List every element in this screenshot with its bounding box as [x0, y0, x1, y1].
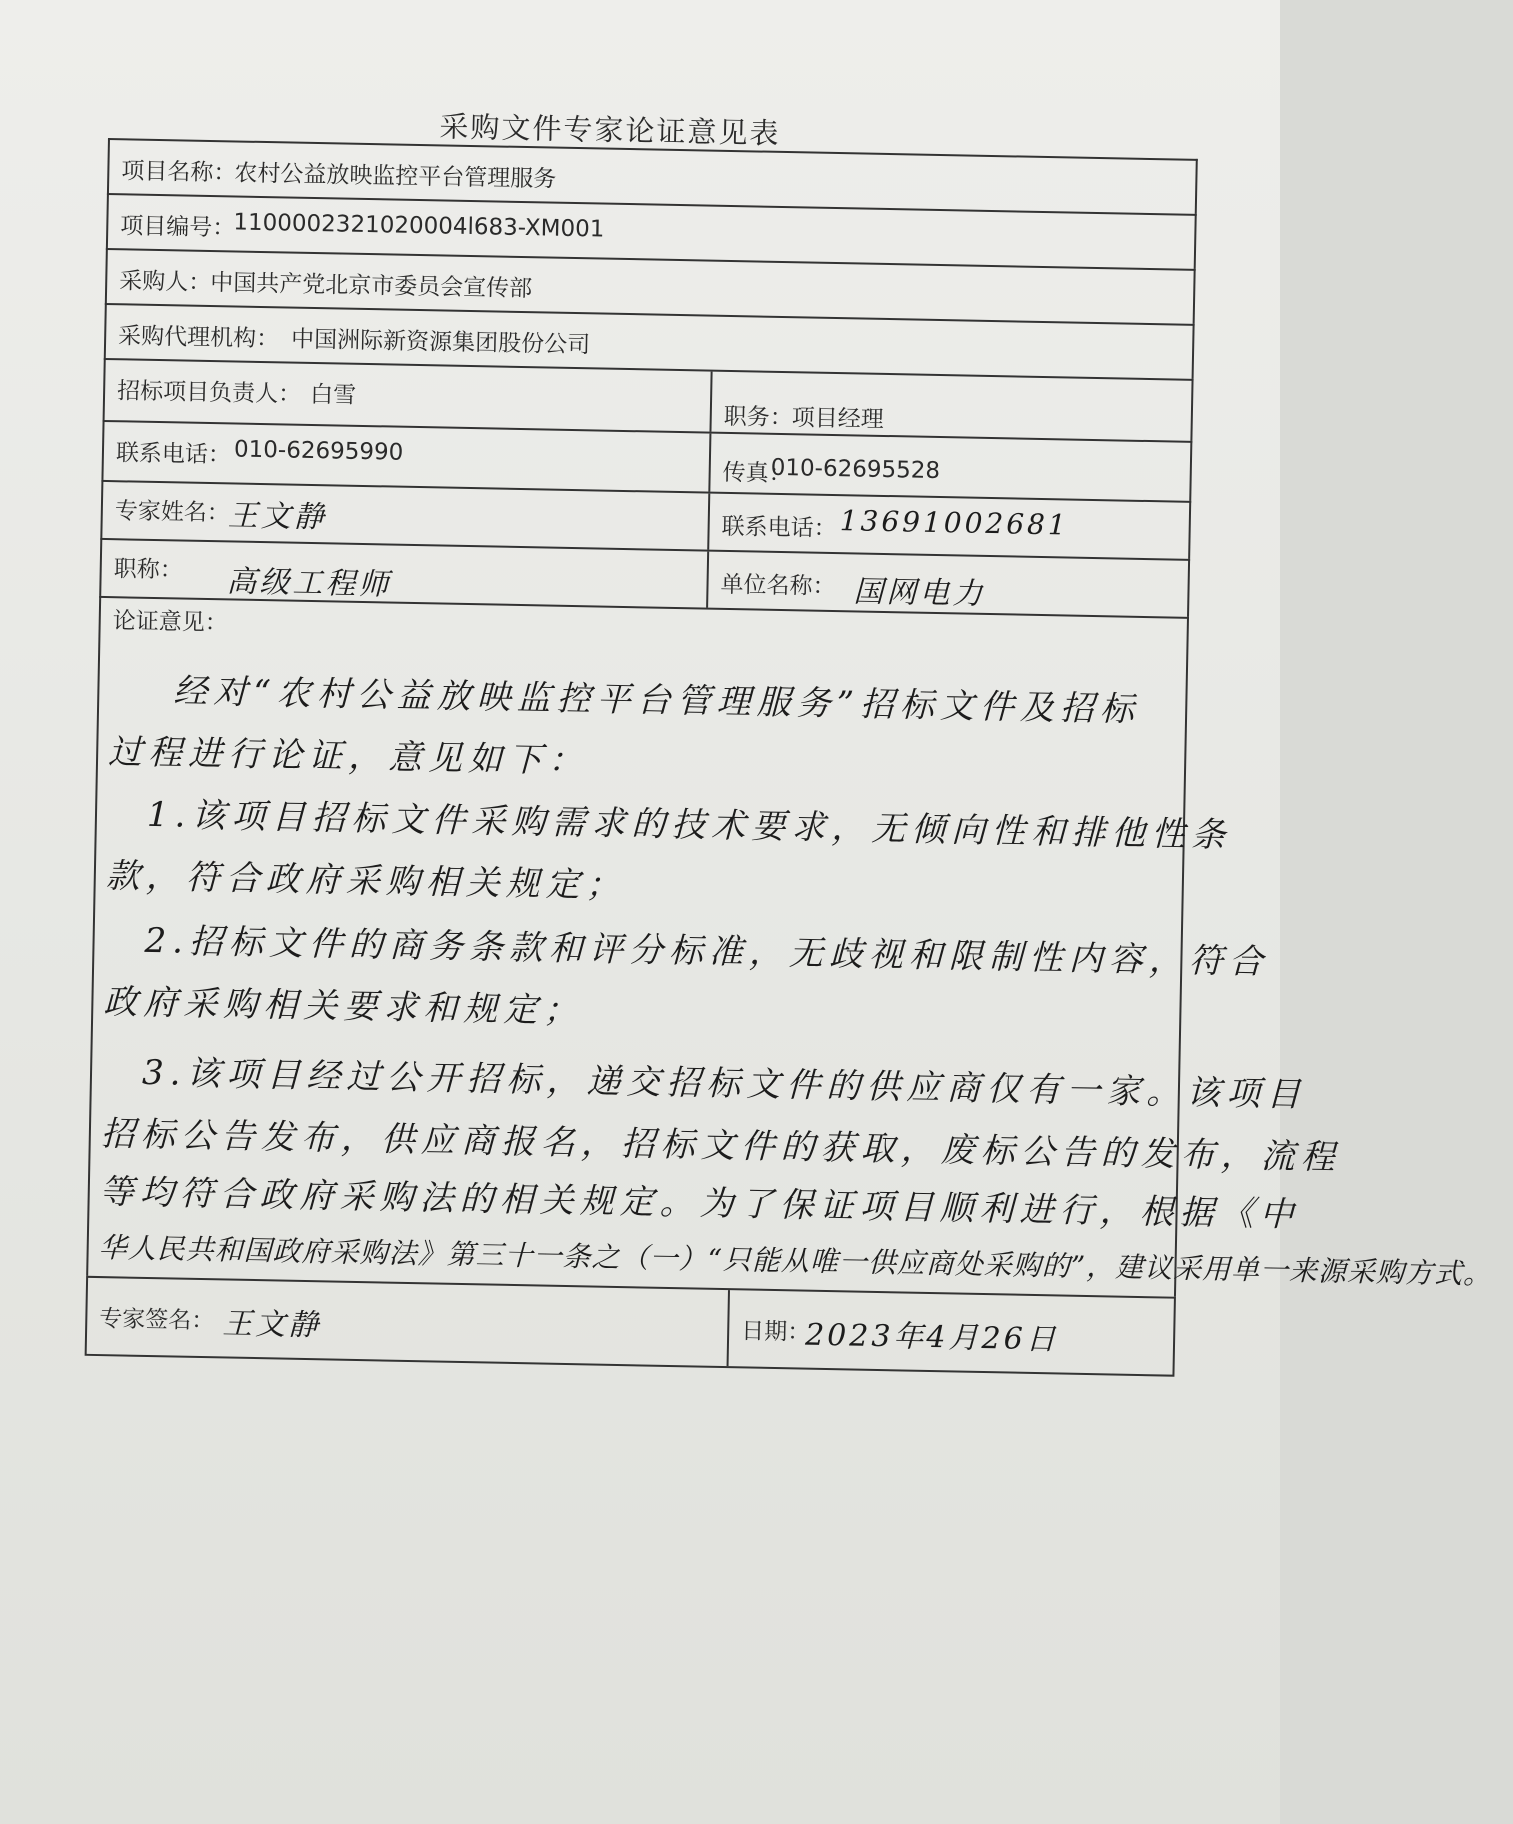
fax-label: 传真：: [722, 459, 792, 488]
opinion-line: 经对“农村公益放映监控平台管理服务”招标文件及招标: [173, 671, 1141, 730]
opinion-line: 过程进行论证，意见如下：: [107, 732, 589, 782]
opinion-line: 1.该项目招标文件采购需求的技术要求，无倾向性和排他性条: [146, 794, 1232, 856]
agency-label: 采购代理机构：: [117, 323, 280, 353]
manager-value: 白雪: [309, 381, 357, 409]
project-name-label: 项目名称：: [121, 158, 237, 187]
project-number-value: 1100002321020004l683-XM001: [233, 209, 605, 243]
date-cell: [727, 1290, 1174, 1375]
expert-unit-cell: [706, 552, 1188, 617]
project-number-label: 项目编号：: [120, 213, 236, 242]
signature-cell: [87, 1278, 728, 1366]
opinion-label: 论证意见：: [112, 608, 228, 637]
row-opinion: [86, 596, 1493, 1297]
expert-title-label: 职称：: [113, 556, 183, 584]
manager-label: 招标项目负责人：: [116, 378, 302, 408]
position-label: 职务：: [723, 403, 793, 432]
expert-opinion-form: [82, 138, 1493, 1531]
expert-signature: 王文静: [221, 1306, 322, 1344]
phone-value: 010-62695990: [233, 436, 404, 466]
position-cell: [709, 372, 1191, 441]
position-value: 项目经理: [791, 405, 884, 433]
expert-name-handwriting: 王文静: [227, 498, 328, 536]
phone-label: 联系电话：: [115, 440, 232, 469]
opinion-line: 款，符合政府采购相关规定；: [105, 856, 627, 907]
opinion-line: 招标公告发布，供应商报名，招标文件的获取，废标公告的发布，流程: [100, 1114, 1342, 1178]
fax-cell: [708, 434, 1190, 501]
project-name-value: 农村公益放映监控平台管理服务: [234, 160, 557, 193]
date-label: 日期：: [740, 1318, 811, 1346]
opinion-line: 政府采购相关要求和规定；: [103, 982, 584, 1032]
fax-value: 010-62695528: [770, 454, 941, 485]
expert-name-label: 专家姓名：: [114, 498, 231, 527]
expert-unit-handwriting: 国网电力: [853, 574, 986, 612]
opinion-line: 华人民共和国政府采购法》第三十一条之（一）“只能从唯一供应商处采购的”，建议采用单一来源采购方式。: [98, 1231, 1493, 1291]
expert-unit-label: 单位名称：: [720, 571, 836, 601]
expert-phone-handwriting: 13691002681: [839, 504, 1070, 542]
agency-value: 中国洲际新资源集团股份公司: [290, 326, 591, 359]
expert-phone-label: 联系电话：: [721, 513, 837, 543]
expert-phone-cell: [707, 494, 1189, 559]
document-title: 采购文件专家论证意见表: [439, 109, 781, 151]
opinion-line: 2.招标文件的商务条款和评分标准，无歧视和限制性内容，符合: [144, 920, 1270, 983]
opinion-line: 3.该项目经过公开招标，递交招标文件的供应商仅有一家。该项目: [141, 1052, 1307, 1116]
purchaser-label: 采购人：: [119, 268, 212, 297]
opinion-line: 等均符合政府采购法的相关规定。为了保证项目顺利进行，根据《中: [99, 1172, 1300, 1236]
signature-label: 专家签名：: [99, 1306, 215, 1335]
date-handwriting: 2023年4月26日: [804, 1317, 1060, 1358]
expert-title-handwriting: 高级工程师: [226, 564, 392, 603]
purchaser-value: 中国共产党北京市委员会宣传部: [209, 269, 533, 303]
